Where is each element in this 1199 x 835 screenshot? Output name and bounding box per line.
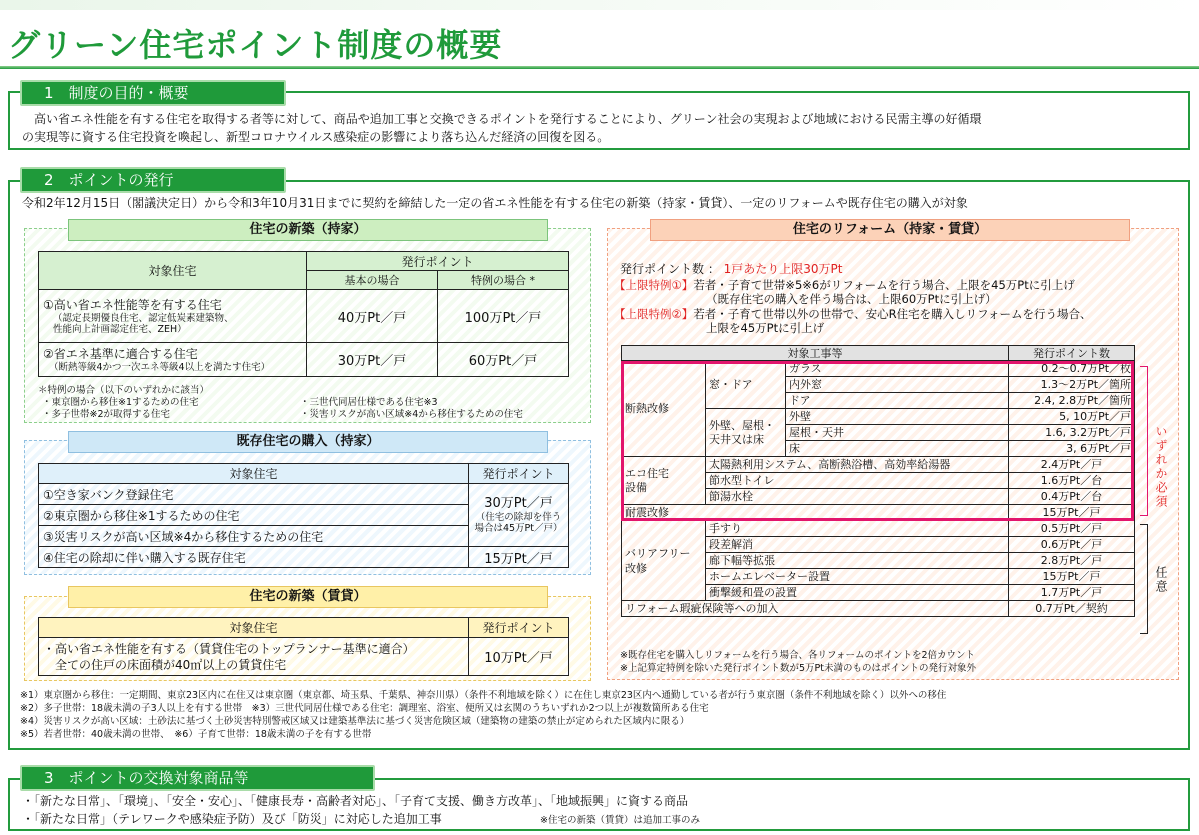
item-faucet: 節湯水栓 <box>706 489 1009 505</box>
section1-text-line2: の実現等に資する住宅投資を喚起し、新型コロナウイルス感染症の影響により落ち込んだ経済の回復を図る。 <box>22 130 610 144</box>
points-wall: 5, 10万Pt／戸 <box>1009 409 1135 425</box>
item-solar: 太陽熱利用システム、高断熱浴槽、高効率給湯器 <box>706 457 1009 473</box>
optional-label: 任意 <box>1154 566 1168 594</box>
row1-sub2: 性能向上計画認定住宅、ZEH） <box>53 323 187 335</box>
insulation-group: 断熱改修 <box>622 361 706 457</box>
item-step: 段差解消 <box>706 537 1009 553</box>
item-inner-window: 内外窓 <box>786 377 1009 393</box>
special-1-tag: 【上限特例①】 <box>614 278 694 292</box>
special-note-1: ・東京圏から移住※1するための住宅 <box>42 397 199 408</box>
header-basic: 基本の場合 <box>307 271 438 290</box>
reform-issue-label: 発行ポイント数 ： <box>620 262 720 276</box>
section3-heading: 3 ポイントの交換対象商品等 <box>20 765 375 791</box>
special-note-heading: ＊特例の場合（以下のいずれかに該当） <box>38 385 210 396</box>
reform-header-work: 対象工事等 <box>622 346 1009 361</box>
points-faucet: 0.4万Pt／台 <box>1009 489 1135 505</box>
special-1-sub: （既存住宅の購入を伴う場合は、上限60万Ptに引上げ） <box>706 292 997 306</box>
points-elevator: 15万Pt／戸 <box>1009 569 1135 585</box>
existing-points-1-sub2: 場合は45万Pt／戸） <box>474 523 563 534</box>
title-underline <box>0 66 1199 69</box>
existing-row2: ②東京圏から移住※1するための住宅 <box>39 505 469 526</box>
rent-row-line1: ・高い省エネ性能を有する（賃貸住宅のトップランナー基準に適合） <box>43 641 415 656</box>
section1-heading: 1 制度の目的・概要 <box>20 80 286 106</box>
eco-group-line2: 設備 <box>625 480 647 494</box>
section3-line2: ・「新たな日常」（テレワークや感染症予防）及び「防災」に対応した追加工事 <box>22 812 442 826</box>
row1-title: ①高い省エネ性能等を有する住宅 <box>43 297 222 312</box>
item-tatami: 衝撃緩和畳の設置 <box>706 585 1009 601</box>
item-seismic: 耐震改修 <box>622 505 1009 521</box>
existing-points-4: 15万Pt／戸 <box>469 547 569 568</box>
footnote-3: ※4）災害リスクが高い区域：土砂法に基づく土砂災害特別警戒区域又は建築基準法に基づく災害危険区域（建築物の建築の禁止が定められた区域内に限る） <box>20 716 690 727</box>
section2-intro: 令和2年12月15日（閣議決定日）から令和3年10月31日までに契約を締結した一定の省エネ性能を有する住宅の新築（持家・賃貸）、一定のリフォームや既存住宅の購入が対象 <box>22 196 968 210</box>
row1-sub1: （認定長期優良住宅、認定低炭素建築物、 <box>53 312 234 324</box>
header-target: 対象住宅 <box>39 252 307 290</box>
rent-points: 10万Pt／戸 <box>469 638 569 676</box>
wall-group-line1: 外壁、屋根・ <box>709 418 775 432</box>
special-2-text: 若者・子育て世帯以外の世帯で、安心R住宅を購入しリフォームを行う場合、 <box>693 307 1092 321</box>
row1-special: 100万Pt／戸 <box>438 290 569 343</box>
points-solar: 2.4万Pt／戸 <box>1009 457 1135 473</box>
new-own-label: 住宅の新築（持家） <box>68 219 548 241</box>
barrier-free-line1: バリアフリー <box>625 546 691 560</box>
existing-table <box>38 463 569 568</box>
reform-issue-line <box>620 260 843 277</box>
row1-basic: 40万Pt／戸 <box>307 290 438 343</box>
rent-header-points: 発行ポイント <box>469 618 569 638</box>
item-glass: ガラス <box>786 361 1009 377</box>
existing-points-1-sub1: （住宅の除却を伴う <box>475 512 562 523</box>
section2-heading: 2 ポイントの発行 <box>20 167 286 193</box>
top-band <box>0 0 1199 10</box>
rent-header-target: 対象住宅 <box>39 618 469 638</box>
existing-row3: ③災害リスクが高い区域※4から移住するための住宅 <box>39 526 469 547</box>
required-label: いずれか必須 <box>1154 425 1168 509</box>
required-highlight <box>621 361 1134 521</box>
footnote-1: ※1）東京圏から移住：一定期間、東京23区内に在住又は東京圏（東京都、埼玉県、千葉県、神奈川県）（条件不利地域を除く）に在住し東京23区内へ通勤している者が行う東京圏（条件不利地域を除く）以外への移住 <box>20 690 947 701</box>
page-title: グリーン住宅ポイント制度の概要 <box>8 26 503 64</box>
reform-special-2 <box>614 307 1092 321</box>
section3-note: ※住宅の新築（賃貸）は追加工事のみ <box>540 815 700 826</box>
points-toilet: 1.6万Pt／台 <box>1009 473 1135 489</box>
existing-points-1: 30万Pt／戸 <box>484 496 553 511</box>
existing-header-target: 対象住宅 <box>39 464 469 484</box>
points-floor: 3, 6万Pt／戸 <box>1009 441 1135 457</box>
existing-header-points: 発行ポイント <box>469 464 569 484</box>
rent-row-line2: 全ての住戸の床面積が40㎡以上の賃貸住宅 <box>43 657 287 672</box>
eco-group-line1: エコ住宅 <box>625 466 669 480</box>
points-inner-window: 1.3～2万Pt／箇所 <box>1009 377 1135 393</box>
header-special: 特例の場合 * <box>438 271 569 290</box>
row2-special: 60万Pt／戸 <box>438 343 569 377</box>
item-elevator: ホームエレベーター設置 <box>706 569 1009 585</box>
reform-note-2: ※上記算定特例を除いた発行ポイント数が5万Pt未満のものはポイントの発行対象外 <box>620 663 976 674</box>
section3-line1: ・「新たな日常」、「環境」、「安全・安心」、「健康長寿・高齢者対応」、「子育て支援、働き方改革」、「地域振興」に資する商品 <box>22 794 689 808</box>
item-roof: 屋根・天井 <box>786 425 1009 441</box>
existing-row4: ④住宅の除却に伴い購入する既存住宅 <box>39 547 469 568</box>
special-1-text: 若者・子育て世帯※5※6がリフォームを行う場合、上限を45万Ptに引上げ <box>693 278 1075 292</box>
item-floor: 床 <box>786 441 1009 457</box>
row2-title: ②省エネ基準に適合する住宅 <box>43 346 198 361</box>
reform-label: 住宅のリフォーム（持家・賃貸） <box>650 219 1130 241</box>
reform-note-1: ※既存住宅を購入しリフォームを行う場合、各リフォームのポイントを2倍カウント <box>620 650 976 661</box>
special-note-2: ・多子世帯※2が取得する住宅 <box>42 409 171 420</box>
special-2-tag: 【上限特例②】 <box>614 307 694 321</box>
new-rent-label: 住宅の新築（賃貸） <box>68 586 548 608</box>
item-toilet: 節水型トイレ <box>706 473 1009 489</box>
optional-bracket <box>1140 524 1148 634</box>
item-door: ドア <box>786 393 1009 409</box>
points-step: 0.6万Pt／戸 <box>1009 537 1135 553</box>
footnote-4: ※5）若者世帯：40歳未満の世帯、 ※6）子育て世帯：18歳未満の子を有する世帯 <box>20 729 372 740</box>
special-note-4: ・災害リスクが高い区域※4から移住するための住宅 <box>300 409 523 420</box>
window-door-group: 窓・ドア <box>706 361 786 409</box>
row2-basic: 30万Pt／戸 <box>307 343 438 377</box>
required-bracket <box>1140 366 1148 516</box>
points-insurance: 0.7万Pt／契約 <box>1009 601 1135 617</box>
item-wall: 外壁 <box>786 409 1009 425</box>
barrier-free-line2: 改修 <box>625 561 647 575</box>
footnote-2: ※2）多子世帯：18歳未満の子3人以上を有する世帯 ※3）三世代同居仕様である住宅：調理室、浴室、便所又は玄関のうちいずれか2つ以上が複数箇所ある住宅 <box>20 703 709 714</box>
existing-label: 既存住宅の購入（持家） <box>68 431 548 453</box>
item-handrail: 手すり <box>706 521 1009 537</box>
points-hallway: 2.8万Pt／戸 <box>1009 553 1135 569</box>
item-insurance: リフォーム瑕疵保険等への加入 <box>622 601 1009 617</box>
points-seismic: 15万Pt／戸 <box>1009 505 1135 521</box>
header-points: 発行ポイント <box>307 252 569 271</box>
points-glass: 0.2～0.7万Pt／枚 <box>1009 361 1135 377</box>
new-own-table <box>38 251 569 377</box>
row2-sub: （断熱等級4かつ一次エネ等級4以上を満たす住宅） <box>49 361 271 373</box>
item-hallway: 廊下幅等拡張 <box>706 553 1009 569</box>
reform-header-points: 発行ポイント数 <box>1009 346 1135 361</box>
points-door: 2.4, 2.8万Pt／箇所 <box>1009 393 1135 409</box>
reform-special-1 <box>614 278 1075 292</box>
new-rent-table <box>38 617 569 676</box>
special-note-3: ・三世代同居仕様である住宅※3 <box>300 397 438 408</box>
points-tatami: 1.7万Pt／戸 <box>1009 585 1135 601</box>
reform-issue-value: 1戸あたり上限30万Pt <box>723 262 843 276</box>
existing-row1: ①空き家バンク登録住宅 <box>39 484 469 505</box>
special-2-sub: 上限を45万Ptに引上げ <box>706 321 825 335</box>
points-roof: 1.6, 3.2万Pt／戸 <box>1009 425 1135 441</box>
section1-text-line1: 高い省エネ性能を有する住宅を取得する者等に対して、商品や追加工事と交換できるポイントを発行することにより、グリーン社会の実現および地域における民需主導の好循環 <box>22 112 982 126</box>
wall-group-line2: 天井又は床 <box>709 432 764 446</box>
points-handrail: 0.5万Pt／戸 <box>1009 521 1135 537</box>
